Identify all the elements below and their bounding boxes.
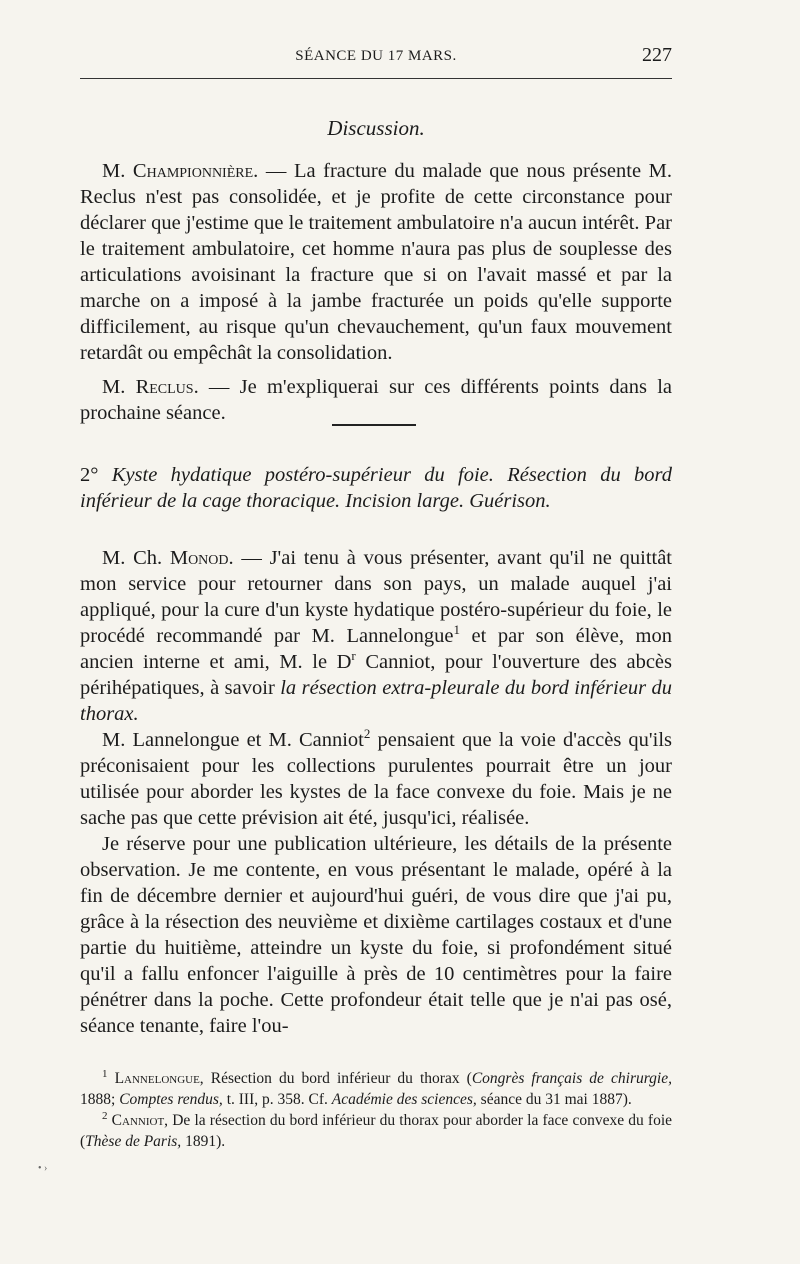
discussion-block: [80, 158, 672, 426]
footnote-italic: Académie des sciences,: [331, 1091, 477, 1108]
footnote-text: Résection du bord inférieur du thorax (: [203, 1070, 472, 1087]
section-title-text: Kyste hydatique postéro-supérieur du foie. Résection du bord inférieur de la cage thoracique. Incision large. Guérison.: [80, 464, 672, 512]
speaker-name: M. Reclus.: [102, 376, 199, 398]
paragraph-text: Canniot, pour l'ouverture des abcès périhépatiques, à savoir: [80, 651, 672, 699]
paragraph-text: — J'ai tenu à vous présenter, avant qu'il ne quittât mon service pour retourner dans son pays, un malade auquel j'ai appliqué, pour la cure d'un kyste hydatique postéro-supérieur du foie, le procédé recommandé par M. Lannelongue: [80, 547, 672, 647]
footnote-text: t. III, p. 358. Cf.: [222, 1091, 332, 1108]
running-title: SÉANCE DU 17 MARS.: [295, 48, 457, 64]
paragraph-text: Je réserve pour une publication ultérieure, les détails de la présente observation. Je me contente, en vous présentant le malade, opéré à la fin de décembre dernier et aujourd'hui guéri, de vous dire que j'ai pu, grâce à la résection des neuvième et dixième cartilages costaux et d'une partie du huitième, atteindre un kyste du foie, si profondément situé qu'il a fallu enfoncer l'aiguille à près de 10 centimètres pour la faire pénétrer dans la poche. Cette profondeur était telle que je n'ai pas osé, séance tenante, faire l'ou-: [80, 833, 672, 1037]
footnote-ref-2: 2: [363, 726, 371, 742]
footnote-italic: Congrès français de chirurgie,: [471, 1070, 672, 1087]
paragraph-text: — Je m'expliquerai sur ces différents points dans la prochaine séance.: [80, 376, 672, 424]
footnote-italic: Comptes rendus,: [119, 1091, 223, 1108]
footnote-text: De la résection du bord inférieur du thorax pour aborder la face convexe du foie (: [80, 1112, 673, 1150]
doctor-superscript: r: [351, 648, 356, 664]
discussion-heading: Discussion.: [327, 116, 425, 140]
paragraph-text: pensaient que la voie d'accès qu'ils préconisaient pour les collections purulentes pourrait être un jour utilisée pour aborder les kystes de la face convexe du foie. Mais je ne sache pas que cette prévision ait été, jusqu'ici, réalisée.: [80, 729, 672, 829]
body-paragraph-1: [80, 545, 672, 727]
footnote-text: 1888;: [80, 1091, 120, 1108]
page-number: 227: [642, 44, 672, 66]
footnote-2: [80, 1110, 672, 1152]
paragraph-text: M. Lannelongue et M. Canniot: [102, 729, 364, 751]
footnote-text: 1891).: [181, 1133, 226, 1150]
page-header: [80, 42, 672, 72]
paragraph-italic: la résection extra-pleurale du bord inférieur du thorax.: [80, 677, 672, 725]
section-number: 2°: [80, 464, 99, 486]
footnotes: [80, 1068, 672, 1152]
speaker-name: Monod.: [169, 547, 234, 569]
footnote-mark: 2: [102, 1109, 108, 1122]
footnote-ref-1: 1: [453, 622, 460, 638]
margin-mark: • ›: [38, 1163, 48, 1174]
footnote-italic: Thèse de Paris,: [85, 1133, 182, 1150]
section-separator: [332, 424, 416, 426]
body-paragraph-2: [80, 727, 672, 831]
discussion-paragraph-2: [80, 374, 672, 426]
footnote-author: Lannelongue,: [114, 1070, 204, 1087]
body-block: [80, 545, 672, 1039]
footnote-author: Canniot,: [111, 1112, 169, 1129]
section-title: [80, 462, 672, 514]
discussion-paragraph-1: [80, 158, 672, 366]
paragraph-text: et par son élève, mon ancien interne et ami, M. le D: [80, 625, 672, 673]
body-paragraph-3: [80, 831, 672, 1039]
header-rule: [80, 78, 672, 79]
paragraph-text: — La fracture du malade que nous présente M. Reclus n'est pas consolidée, et je profite de cette circonstance pour déclarer que j'estime que le traitement ambulatoire n'a aucun intérêt. Par le traitement ambulatoire, cet homme n'aura pas plus de souplesse des articulations avoisinant la fracture que si on l'avait massé et par la marche on a imposé à la jambe fracturée un poids qu'elle supporte difficilement, au risque qu'un chevauchement, qu'un faux mouvement retardât ou empêchât la consolidation.: [80, 160, 672, 364]
footnote-1: [80, 1068, 672, 1110]
speaker-name: M. Championnière.: [102, 160, 259, 182]
footnote-text: séance du 31 mai 1887).: [476, 1091, 632, 1108]
footnote-mark: 1: [102, 1067, 108, 1080]
speaker-prefix: M. Ch.: [102, 547, 170, 569]
